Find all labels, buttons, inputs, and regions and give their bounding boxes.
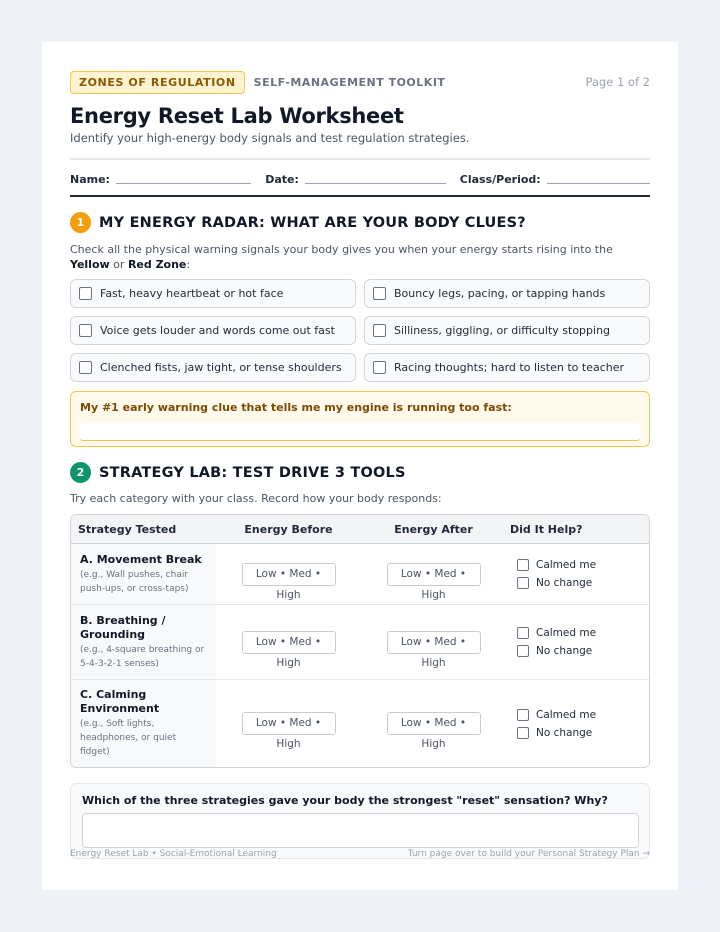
option-label: Calmed me bbox=[536, 627, 597, 639]
help-cell bbox=[506, 544, 649, 605]
strategy-example: (e.g., Soft lights, headphones, or quiet fidget) bbox=[80, 719, 177, 757]
energy-before-cell bbox=[216, 544, 361, 605]
clue-label: Silliness, giggling, or difficulty stopping bbox=[394, 324, 611, 337]
checkbox[interactable] bbox=[373, 324, 386, 337]
calmed-me-option[interactable] bbox=[510, 706, 649, 724]
section-1-title: MY ENERGY RADAR: WHAT ARE YOUR BODY CLUES? bbox=[99, 214, 526, 231]
energy-after-cell bbox=[361, 680, 506, 767]
warning-clue-input[interactable] bbox=[80, 423, 640, 441]
option-label: No change bbox=[536, 577, 593, 589]
clue-option[interactable] bbox=[364, 316, 650, 345]
worksheet-page bbox=[42, 42, 678, 890]
strategy-example: (e.g., Wall pushes, chair push-ups, or cross-taps) bbox=[80, 569, 189, 594]
name-field[interactable] bbox=[116, 183, 251, 184]
no-change-option[interactable] bbox=[510, 642, 649, 660]
date-field[interactable] bbox=[305, 183, 446, 184]
checkbox[interactable] bbox=[517, 577, 529, 589]
clue-label: Racing thoughts; hard to listen to teacher bbox=[394, 361, 625, 374]
table-row bbox=[71, 605, 649, 680]
energy-after-rating[interactable]: Low • Med • High bbox=[387, 712, 481, 735]
section-2-header bbox=[70, 462, 650, 483]
column-header: Did It Help? bbox=[506, 515, 649, 544]
clue-label: Bouncy legs, pacing, or tapping hands bbox=[394, 287, 606, 300]
checkbox[interactable] bbox=[517, 627, 529, 639]
strategy-cell bbox=[71, 605, 216, 680]
help-cell bbox=[506, 680, 649, 767]
strategy-name: A. Movement Break bbox=[80, 552, 202, 566]
strategy-name: B. Breathing / Grounding bbox=[80, 613, 166, 641]
checkbox[interactable] bbox=[373, 287, 386, 300]
energy-before-rating[interactable]: Low • Med • High bbox=[242, 563, 336, 586]
column-header: Energy After bbox=[361, 515, 506, 544]
desc-or: or bbox=[109, 258, 128, 271]
no-change-option[interactable] bbox=[510, 574, 649, 592]
energy-before-cell bbox=[216, 605, 361, 680]
checkbox[interactable] bbox=[373, 361, 386, 374]
clue-option[interactable] bbox=[70, 353, 356, 382]
strategy-cell bbox=[71, 544, 216, 605]
section-1-header bbox=[70, 212, 650, 233]
energy-before-rating[interactable]: Low • Med • High bbox=[242, 631, 336, 654]
class-field[interactable] bbox=[547, 183, 650, 184]
strategy-example: (e.g., 4-square breathing or 5-4-3-2-1 senses) bbox=[80, 644, 205, 669]
strategy-name: C. Calming Environment bbox=[80, 688, 160, 715]
calmed-me-option[interactable] bbox=[510, 556, 649, 574]
warning-clue-label: My #1 early warning clue that tells me my engine is running too fast: bbox=[80, 401, 512, 414]
clue-label: Clenched fists, jaw tight, or tense shoulders bbox=[100, 361, 342, 374]
energy-after-rating[interactable]: Low • Med • High bbox=[387, 563, 481, 586]
checkbox[interactable] bbox=[79, 324, 92, 337]
header-top bbox=[70, 70, 650, 94]
table-header-row bbox=[71, 515, 649, 544]
page-footer bbox=[70, 849, 650, 859]
strategy-cell bbox=[71, 680, 216, 767]
footer-right: Turn page over to build your Personal Strategy Plan → bbox=[407, 849, 650, 859]
option-label: No change bbox=[536, 645, 593, 657]
checkbox[interactable] bbox=[517, 645, 529, 657]
strategy-table bbox=[70, 514, 650, 768]
table-row bbox=[71, 544, 649, 605]
help-cell bbox=[506, 605, 649, 680]
checkbox[interactable] bbox=[517, 559, 529, 571]
checkbox[interactable] bbox=[517, 727, 529, 739]
red-zone-text: Red Zone bbox=[127, 258, 187, 271]
energy-before-rating[interactable]: Low • Med • High bbox=[242, 712, 336, 735]
section-2-number: 2 bbox=[70, 462, 91, 483]
clue-option[interactable] bbox=[364, 279, 650, 308]
energy-after-rating[interactable]: Low • Med • High bbox=[387, 631, 481, 654]
section-2-description: Try each category with your class. Record how your body responds: bbox=[70, 492, 442, 505]
calmed-me-option[interactable] bbox=[510, 624, 649, 642]
clue-option[interactable] bbox=[70, 316, 356, 345]
page-number: Page 1 of 2 bbox=[585, 75, 650, 89]
checkbox[interactable] bbox=[79, 361, 92, 374]
warning-clue-box bbox=[70, 391, 650, 447]
clue-label: Fast, heavy heartbeat or hot face bbox=[100, 287, 284, 300]
reflection-box bbox=[70, 783, 650, 859]
column-header: Energy Before bbox=[216, 515, 361, 544]
name-label: Name: bbox=[70, 173, 110, 186]
reflection-input[interactable] bbox=[82, 813, 639, 848]
student-info-fields bbox=[70, 162, 650, 186]
checkbox[interactable] bbox=[517, 709, 529, 721]
energy-after-cell bbox=[361, 544, 506, 605]
clue-option[interactable] bbox=[364, 353, 650, 382]
footer-left: Energy Reset Lab • Social-Emotional Learning bbox=[70, 849, 277, 859]
page-subtitle: Identify your high-energy body signals and test regulation strategies. bbox=[70, 131, 470, 145]
section-1-description bbox=[70, 242, 650, 272]
energy-after-cell bbox=[361, 605, 506, 680]
page-title: Energy Reset Lab Worksheet bbox=[70, 104, 404, 128]
option-label: Calmed me bbox=[536, 708, 597, 721]
clue-label: Voice gets louder and words come out fast bbox=[100, 324, 335, 337]
checkbox[interactable] bbox=[79, 287, 92, 300]
clue-option[interactable] bbox=[70, 279, 356, 308]
reflection-question: Which of the three strategies gave your body the strongest "reset" sensation? Why? bbox=[82, 794, 608, 807]
date-label: Date: bbox=[265, 173, 299, 186]
class-label: Class/Period: bbox=[459, 173, 541, 186]
table-row bbox=[71, 680, 649, 767]
divider bbox=[70, 158, 650, 160]
divider-dark bbox=[70, 195, 650, 197]
toolkit-label: SELF-MANAGEMENT TOOLKIT bbox=[253, 75, 446, 89]
desc-text: Check all the physical warning signals your body gives you when your energy starts rising into the bbox=[70, 243, 613, 256]
no-change-option[interactable] bbox=[510, 724, 649, 742]
section-1-number: 1 bbox=[70, 212, 91, 233]
zones-badge: ZONES OF REGULATION bbox=[70, 71, 245, 94]
body-clues-grid bbox=[70, 279, 650, 382]
column-header: Strategy Tested bbox=[71, 515, 216, 544]
yellow-zone-text: Yellow bbox=[70, 258, 110, 271]
energy-before-cell bbox=[216, 680, 361, 767]
section-2-title: STRATEGY LAB: TEST DRIVE 3 TOOLS bbox=[99, 464, 406, 481]
option-label: No change bbox=[536, 726, 593, 739]
option-label: Calmed me bbox=[536, 559, 597, 571]
desc-end: : bbox=[186, 258, 191, 271]
